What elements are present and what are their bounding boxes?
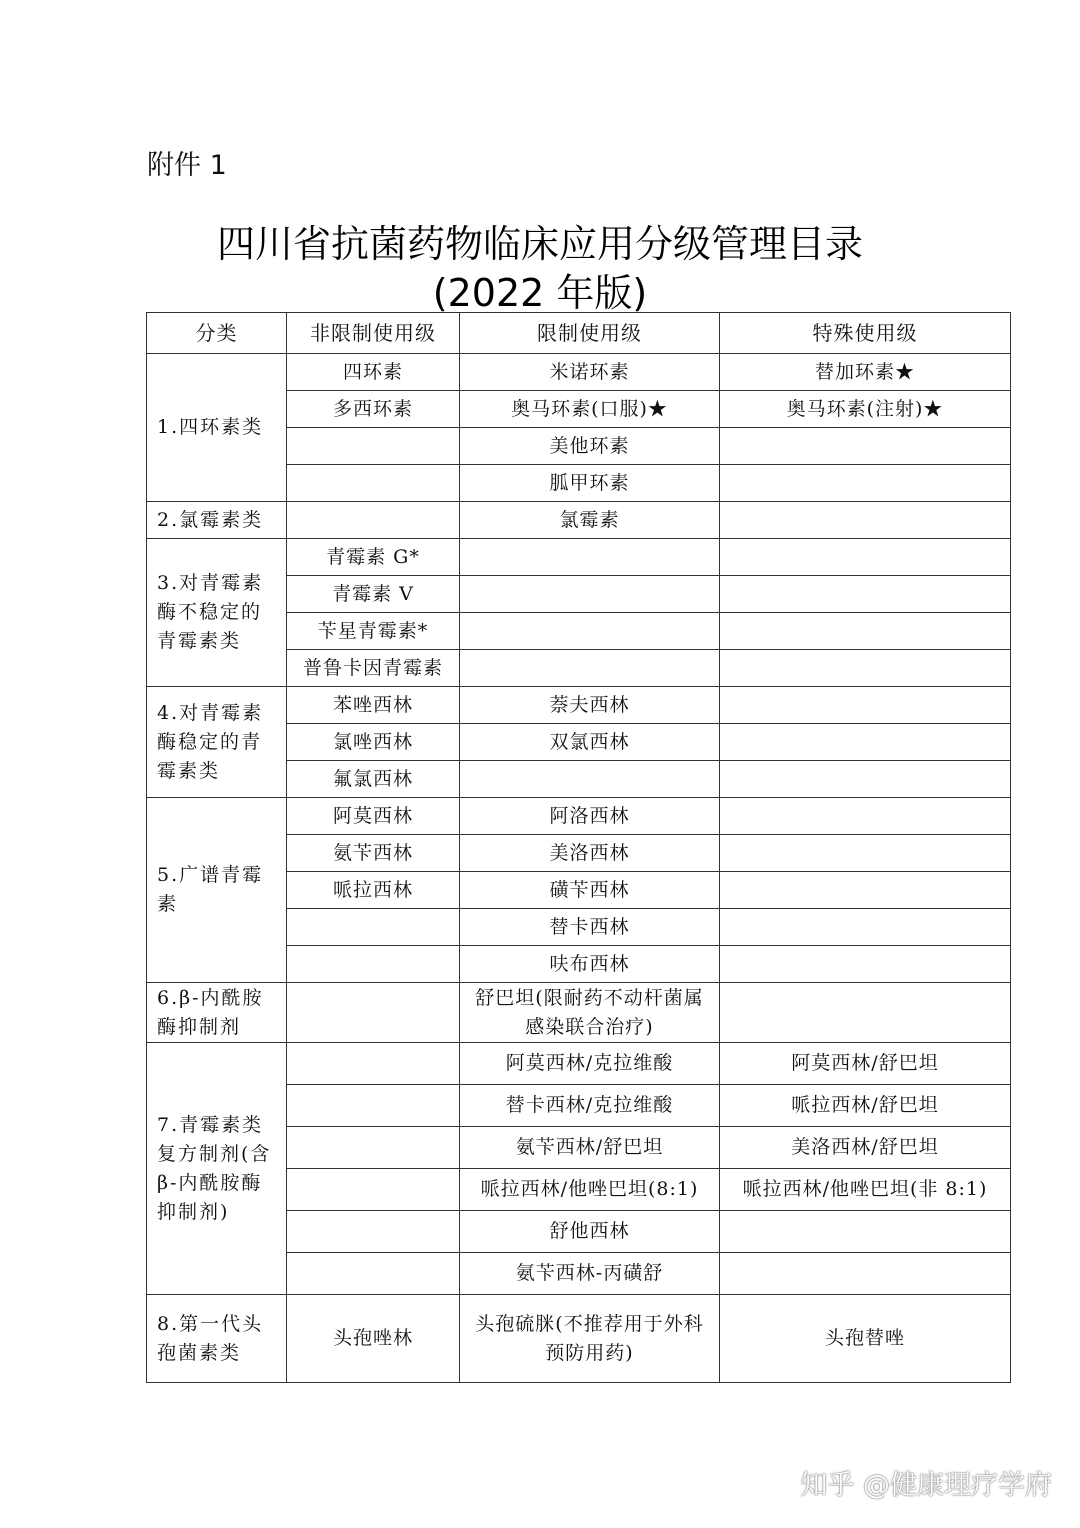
unrestricted-cell: 氯唑西林 <box>287 724 460 761</box>
special-cell: 奥马环素(注射)★ <box>720 391 1011 428</box>
catalog-body <box>147 354 1011 1383</box>
category-cell: 6.β-内酰胺酶抑制剂 <box>147 983 287 1043</box>
special-cell <box>720 687 1011 724</box>
unrestricted-cell: 普鲁卡因青霉素 <box>287 650 460 687</box>
unrestricted-cell: 多西环素 <box>287 391 460 428</box>
table-header-row <box>147 313 1011 354</box>
restricted-cell: 舒巴坦(限耐药不动杆菌属感染联合治疗) <box>460 983 720 1043</box>
unrestricted-cell: 头孢唑林 <box>287 1295 460 1383</box>
special-cell <box>720 502 1011 539</box>
special-cell <box>720 983 1011 1043</box>
category-cell: 3.对青霉素酶不稳定的青霉素类 <box>147 539 287 687</box>
special-cell <box>720 946 1011 983</box>
header-restricted: 限制使用级 <box>460 313 720 354</box>
header-special: 特殊使用级 <box>720 313 1011 354</box>
restricted-cell: 替卡西林 <box>460 909 720 946</box>
restricted-cell: 氯霉素 <box>460 502 720 539</box>
special-cell: 替加环素★ <box>720 354 1011 391</box>
special-cell <box>720 650 1011 687</box>
unrestricted-cell <box>287 1127 460 1169</box>
restricted-cell <box>460 613 720 650</box>
special-cell <box>720 761 1011 798</box>
unrestricted-cell: 氨苄西林 <box>287 835 460 872</box>
table-row <box>147 687 1011 724</box>
restricted-cell: 阿莫西林/克拉维酸 <box>460 1043 720 1085</box>
unrestricted-cell <box>287 428 460 465</box>
table-row <box>147 502 1011 539</box>
restricted-cell: 美洛西林 <box>460 835 720 872</box>
special-cell: 美洛西林/舒巴坦 <box>720 1127 1011 1169</box>
unrestricted-cell: 氟氯西林 <box>287 761 460 798</box>
attachment-label: 附件 1 <box>147 150 227 181</box>
unrestricted-cell <box>287 1253 460 1295</box>
special-cell: 哌拉西林/他唑巴坦(非 8:1) <box>720 1169 1011 1211</box>
special-cell <box>720 872 1011 909</box>
table-row <box>147 354 1011 391</box>
unrestricted-cell: 哌拉西林 <box>287 872 460 909</box>
restricted-cell: 舒他西林 <box>460 1211 720 1253</box>
unrestricted-cell <box>287 946 460 983</box>
catalog-table <box>146 312 1011 1383</box>
restricted-cell: 呋布西林 <box>460 946 720 983</box>
unrestricted-cell: 青霉素 G* <box>287 539 460 576</box>
unrestricted-cell: 阿莫西林 <box>287 798 460 835</box>
category-cell: 7.青霉素类复方制剂(含β-内酰胺酶抑制剂) <box>147 1043 287 1295</box>
restricted-cell: 替卡西林/克拉维酸 <box>460 1085 720 1127</box>
special-cell <box>720 576 1011 613</box>
special-cell <box>720 613 1011 650</box>
restricted-cell: 磺苄西林 <box>460 872 720 909</box>
restricted-cell: 美他环素 <box>460 428 720 465</box>
unrestricted-cell <box>287 1085 460 1127</box>
special-cell <box>720 539 1011 576</box>
unrestricted-cell: 青霉素 V <box>287 576 460 613</box>
special-cell <box>720 1211 1011 1253</box>
special-cell <box>720 428 1011 465</box>
unrestricted-cell <box>287 465 460 502</box>
table-row <box>147 1295 1011 1383</box>
special-cell <box>720 1253 1011 1295</box>
category-cell: 2.氯霉素类 <box>147 502 287 539</box>
special-cell: 阿莫西林/舒巴坦 <box>720 1043 1011 1085</box>
table-row <box>147 1043 1011 1085</box>
page-subtitle: (2022 年版) <box>432 271 648 315</box>
restricted-cell <box>460 650 720 687</box>
special-cell <box>720 798 1011 835</box>
unrestricted-cell <box>287 502 460 539</box>
table-row <box>147 539 1011 576</box>
special-cell: 头孢替唑 <box>720 1295 1011 1383</box>
unrestricted-cell: 苄星青霉素* <box>287 613 460 650</box>
table-row <box>147 798 1011 835</box>
category-cell: 1.四环素类 <box>147 354 287 502</box>
unrestricted-cell: 苯唑西林 <box>287 687 460 724</box>
restricted-cell: 胍甲环素 <box>460 465 720 502</box>
restricted-cell: 头孢硫脒(不推荐用于外科预防用药) <box>460 1295 720 1383</box>
special-cell <box>720 724 1011 761</box>
category-cell: 8.第一代头孢菌素类 <box>147 1295 287 1383</box>
restricted-cell: 双氯西林 <box>460 724 720 761</box>
special-cell <box>720 909 1011 946</box>
page-title: 四川省抗菌药物临床应用分级管理目录 <box>216 222 863 266</box>
table-row <box>147 983 1011 1043</box>
unrestricted-cell <box>287 909 460 946</box>
restricted-cell: 氨苄西林-丙磺舒 <box>460 1253 720 1295</box>
special-cell <box>720 465 1011 502</box>
category-cell: 4.对青霉素酶稳定的青霉素类 <box>147 687 287 798</box>
restricted-cell <box>460 539 720 576</box>
restricted-cell: 米诺环素 <box>460 354 720 391</box>
restricted-cell: 哌拉西林/他唑巴坦(8:1) <box>460 1169 720 1211</box>
restricted-cell: 阿洛西林 <box>460 798 720 835</box>
unrestricted-cell <box>287 1211 460 1253</box>
special-cell <box>720 835 1011 872</box>
special-cell: 哌拉西林/舒巴坦 <box>720 1085 1011 1127</box>
watermark: 知乎 @健康理疗学府 <box>800 1470 1052 1501</box>
restricted-cell <box>460 761 720 798</box>
unrestricted-cell: 四环素 <box>287 354 460 391</box>
header-category: 分类 <box>147 313 287 354</box>
unrestricted-cell <box>287 1169 460 1211</box>
unrestricted-cell <box>287 1043 460 1085</box>
header-unrestricted: 非限制使用级 <box>287 313 460 354</box>
unrestricted-cell <box>287 983 460 1043</box>
restricted-cell <box>460 576 720 613</box>
category-cell: 5.广谱青霉素 <box>147 798 287 983</box>
restricted-cell: 氨苄西林/舒巴坦 <box>460 1127 720 1169</box>
restricted-cell: 萘夫西林 <box>460 687 720 724</box>
restricted-cell: 奥马环素(口服)★ <box>460 391 720 428</box>
